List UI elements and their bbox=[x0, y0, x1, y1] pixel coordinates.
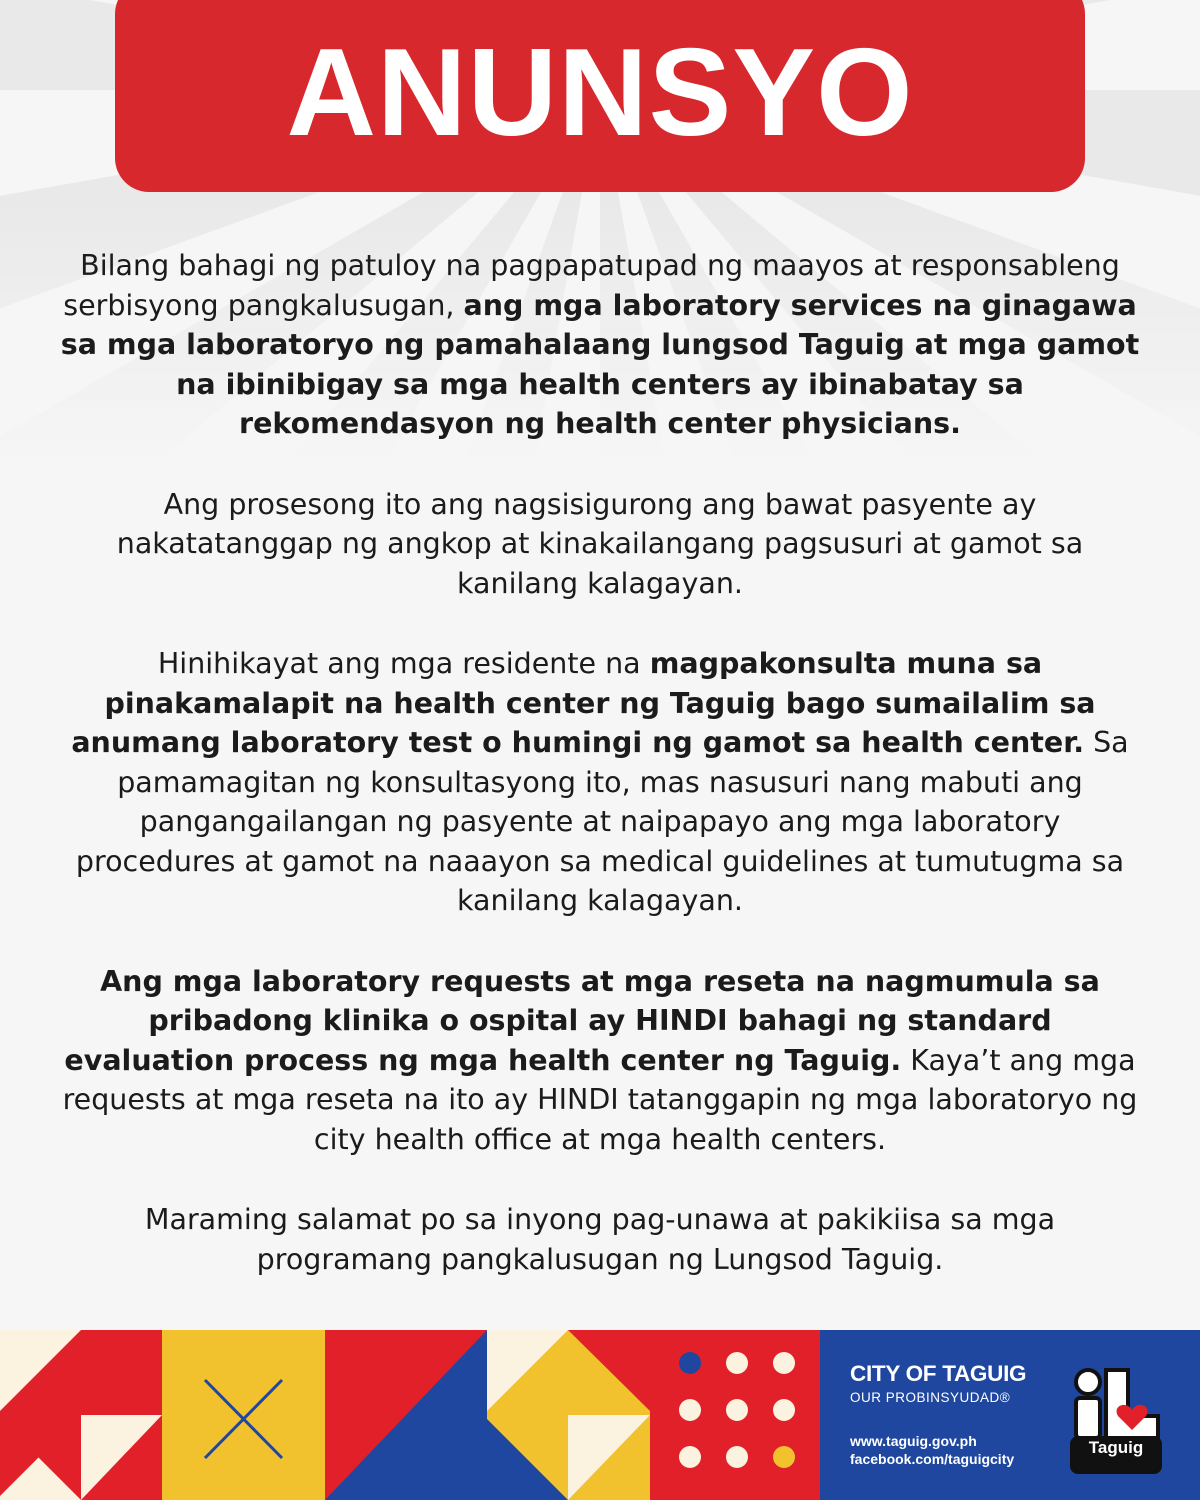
paragraph-5: Maraming salamat po sa inyong pag-unawa at pakikiisa sa mga programang pangkalusugan ng Lungsod Taguig. bbox=[144, 1203, 1056, 1276]
taguig-heart-logo-icon bbox=[1066, 1366, 1166, 1478]
city-name: CITY OF TAGUIG bbox=[850, 1361, 1027, 1386]
announcement-body bbox=[60, 246, 1140, 1320]
paragraph-3: Hinihikayat ang mga residente na magpakonsulta muna sa pinakamalapit na health center ng Taguig bago sumailalim sa anumang laboratory test o humingi ng gamot sa health center. Sa pamamagitan ng konsultasyong ito, mas nasusuri nang mabuti ang pangangailangan ng pasyente at naipapayo ang mga laboratory procedures at gamot na naaayon sa medical guidelines at tumutugma sa kanilang kalagayan. bbox=[71, 647, 1129, 917]
paragraph-1: Bilang bahagi ng patuloy na pagpapatupad ng maayos at responsableng serbisyong pangkalusugan, ang mga laboratory services na ginagawa sa mga laboratoryo ng pamahalaang lungsod Taguig at mga gamot na ibinibigay sa mga health centers ay ibinabatay sa rekomendasyon ng health center physicians. bbox=[60, 249, 1140, 440]
banner-title: ANUNSYO bbox=[286, 24, 914, 162]
announcement-banner bbox=[115, 0, 1085, 192]
facebook-link[interactable]: facebook.com/taguigcity bbox=[850, 1451, 1015, 1467]
city-tagline: OUR PROBINSYUDAD® bbox=[850, 1390, 1011, 1405]
logo-label: Taguig bbox=[1088, 1438, 1144, 1457]
paragraph-4: Ang mga laboratory requests at mga reseta na nagmumula sa pribadong klinika o ospital ay HINDI bahagi ng standard evaluation process ng mga health center ng Taguig. Kaya’t ang mga requests at mga reseta na ito ay HINDI tatanggapin ng mga laboratoryo ng city health office at mga health centers. bbox=[62, 964, 1138, 1156]
city-branding bbox=[850, 1361, 1026, 1467]
website-link[interactable]: www.taguig.gov.ph bbox=[850, 1433, 977, 1449]
paragraph-2: Ang prosesong ito ang nagsisigurong ang bawat pasyente ay nakatatanggap ng angkop at kinakailangang pagsusuri at gamot sa kanilang kalagayan. bbox=[116, 487, 1084, 600]
